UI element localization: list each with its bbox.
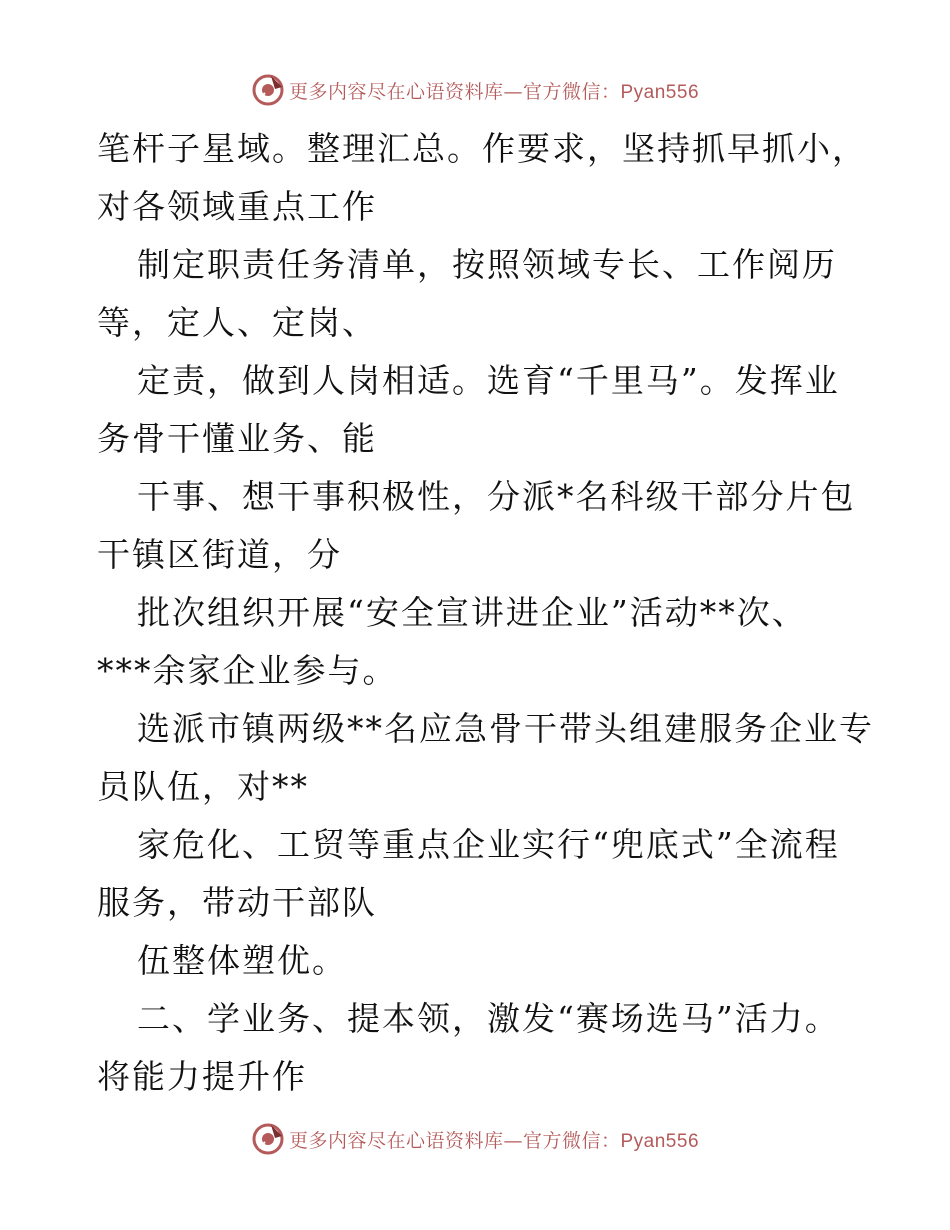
quill-seal-icon bbox=[251, 73, 285, 107]
text-line: 对各领域重点工作 bbox=[97, 187, 377, 226]
banner-text bbox=[289, 77, 699, 104]
text-line: 二、学业务、提本领，激发“赛场选马”活力。 bbox=[137, 999, 840, 1038]
text-line: 批次组织开展“安全宣讲进企业”活动**次、 bbox=[137, 593, 807, 632]
text-line: 家危化、工贸等重点企业实行“兜底式”全流程 bbox=[137, 825, 840, 864]
text-line: 笔杆子星域。整理汇总。作要求，坚持抓早抓小， bbox=[97, 129, 867, 168]
banner-brand: Pyan556 bbox=[620, 81, 700, 103]
text-line: 干镇区街道，分 bbox=[97, 535, 342, 574]
text-line: 定责，做到人岗相适。选育“千里马”。发挥业 bbox=[137, 361, 840, 400]
footer-banner bbox=[0, 1119, 950, 1159]
banner-text bbox=[289, 1126, 699, 1153]
text-line: 将能力提升作 bbox=[97, 1057, 307, 1096]
text-line: 等，定人、定岗、 bbox=[97, 303, 377, 342]
text-line: 员队伍，对** bbox=[97, 767, 309, 806]
text-line: 选派市镇两级**名应急骨干带头组建服务企业专 bbox=[137, 709, 874, 748]
quill-seal-icon bbox=[251, 1122, 285, 1156]
banner-label: 更多内容尽在心语资料库—官方微信： bbox=[288, 80, 621, 103]
banner-label: 更多内容尽在心语资料库—官方微信： bbox=[288, 1129, 621, 1152]
text-line: 干事、想干事积极性，分派*名科级干部分片包 bbox=[137, 477, 856, 516]
header-banner bbox=[0, 70, 950, 110]
document-body bbox=[97, 120, 877, 1106]
text-line: 制定职责任务清单，按照领域专长、工作阅历 bbox=[137, 245, 837, 284]
text-line: 务骨干懂业务、能 bbox=[97, 419, 377, 458]
text-line: ***余家企业参与。 bbox=[97, 651, 398, 690]
banner-brand: Pyan556 bbox=[620, 1130, 700, 1152]
text-line: 伍整体塑优。 bbox=[137, 941, 347, 980]
text-line: 服务，带动干部队 bbox=[97, 883, 377, 922]
